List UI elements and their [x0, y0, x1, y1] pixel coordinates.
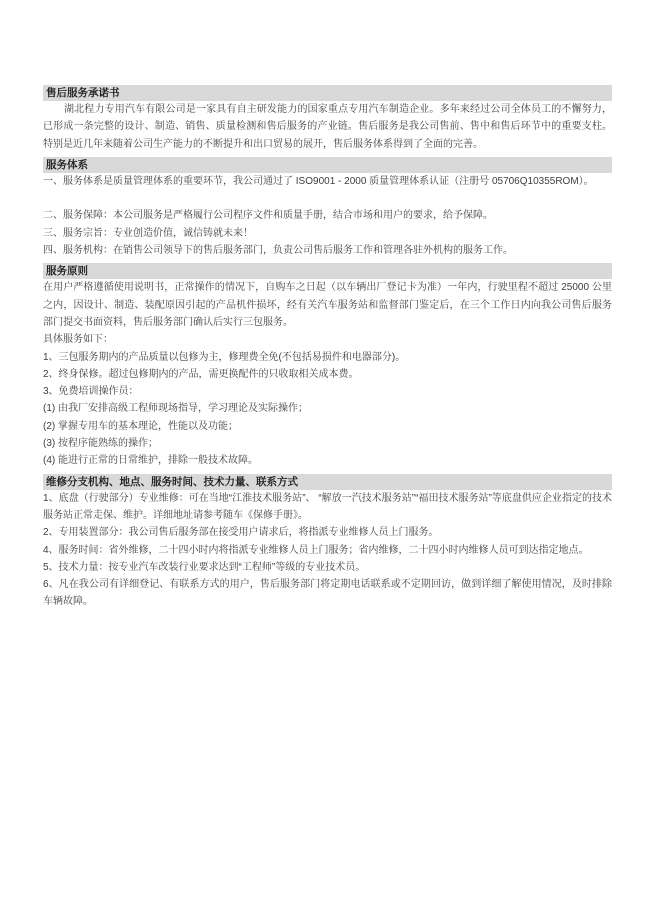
section-header-service-system: 服务体系 — [43, 157, 612, 173]
training-subitem-3: (3) 按程序能熟练的操作； — [43, 438, 158, 450]
repair-item-6: 6、凡在我公司有详细登记、有联系方式的用户，售后服务部门将定期电话联系或不定期回访，做到详细了解使用情况，及时排除车辆故障。 — [43, 579, 612, 608]
principles-item-2: 2、终身保修。超过包修期内的产品，需更换配件的只收取相关成本费。 — [43, 368, 359, 380]
repair-item-5: 5、技术力量：按专业汽车改装行业要求达到“工程师”等级的专业技术员。 — [43, 561, 366, 573]
repair-item-1: 1、底盘（行驶部分）专业维修：可在当地“江淮技术服务站”、 “解放一汽技术服务站”“福田技术服务站”等底盘供应企业指定的技术服务站正常走保、维护。详细地址请参考随车《保修手册》。 — [43, 492, 612, 521]
document-page — [43, 85, 612, 611]
section-header-repair-branches: 维修分支机构、地点、服务时间、技术力量、联系方式 — [43, 474, 612, 490]
repair-item-2: 2、专用装置部分：我公司售后服务部在接受用户请求后，将指派专业维修人员上门服务。 — [43, 527, 439, 539]
principles-item-3: 3、免费培训操作员： — [43, 386, 139, 398]
blank-line — [43, 190, 612, 207]
principles-paragraph: 在用户严格遵循使用说明书，正常操作的情况下，自购车之日起（以车辆出厂登记卡为准）一年内，行驶里程不超过 25000 公里之内，因设计、制造、装配原因引起的产品机件损坏，经有关汽车服务站和监督部门鉴定后，在三个工作日内向我公司售后服务部门提交书面资料，售后服务部门确认后实行三包服务。 — [43, 282, 612, 328]
section-header-commitment: 售后服务承诺书 — [43, 85, 612, 101]
service-system-item-3: 三、服务宗旨：专业创造价值，诚信铸就未来！ — [43, 227, 253, 239]
service-system-item-4: 四、服务机构：在销售公司领导下的售后服务部门，负责公司售后服务工作和管理各驻外机构的服务工作。 — [43, 245, 513, 257]
section-commitment — [43, 85, 612, 153]
commitment-paragraph: 湖北程力专用汽车有限公司是一家具有自主研发能力的国家重点专用汽车制造企业。多年来经过公司全体员工的不懈努力，已形成一条完整的设计、制造、销售、质量检测和售后服务的产业链。售后服务是我公司售前、售中和售后环节中的重要支柱。特别是近几年来随着公司生产能力的不断提升和出口贸易的展开，售后服务体系得到了全面的完善。 — [43, 104, 612, 150]
section-service-system — [43, 157, 612, 259]
service-system-item-2: 二、服务保障：本公司服务是严格履行公司程序文件和质量手册，结合市场和用户的要求，给予保障。 — [43, 210, 493, 222]
principles-item-1: 1、三包服务期内的产品质量以包修为主，修理费全免(不包括易损件和电器部分)。 — [43, 351, 406, 363]
section-header-service-principles: 服务原则 — [43, 263, 612, 279]
section-repair-branches — [43, 474, 612, 611]
repair-item-4: 4、服务时间：省外维修，二十四小时内将指派专业维修人员上门服务；省内维修，二十四小时内维修人员可到达指定地点。 — [43, 544, 589, 556]
principles-intro: 具体服务如下： — [43, 334, 113, 346]
training-subitem-2: (2) 掌握专用车的基本理论，性能以及功能； — [43, 420, 238, 432]
service-system-item-1: 一、服务体系是质量管理体系的重要环节，我公司通过了 ISO9001 - 2000 质量管理体系认证（注册号 05706Q10355ROM）。 — [43, 175, 594, 187]
training-subitem-1: (1) 由我厂安排高级工程师现场指导，学习理论及实际操作； — [43, 403, 308, 415]
section-service-principles — [43, 263, 612, 469]
training-subitem-4: (4) 能进行正常的日常维护，排除一般技术故障。 — [43, 455, 258, 467]
